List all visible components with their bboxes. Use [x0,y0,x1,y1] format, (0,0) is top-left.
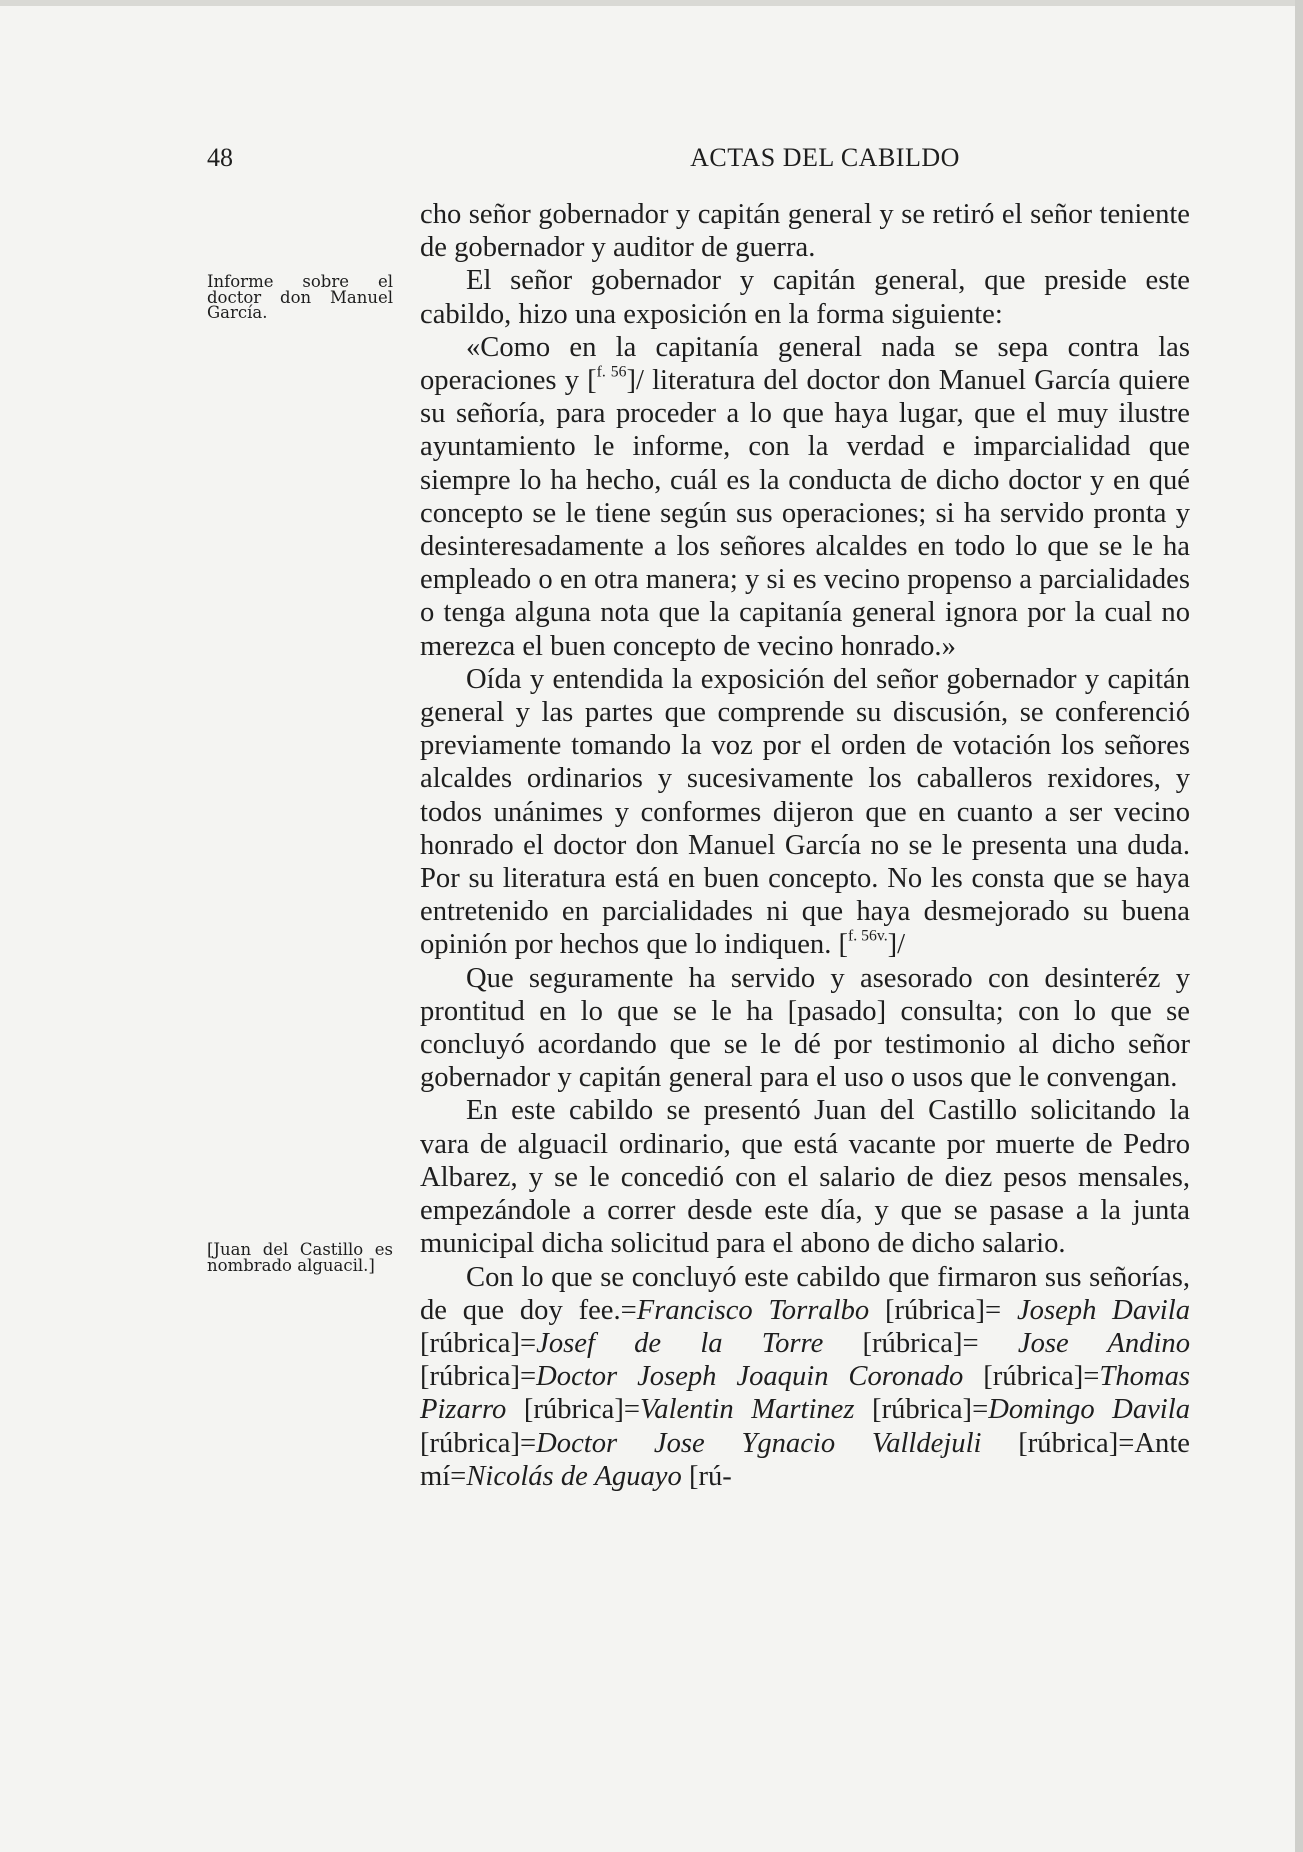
page-top-edge [0,0,1303,6]
margin-note-alguacil: [Juan del Castillo es nombrado alguacil.] [207,1240,393,1275]
signature: Doctor Jose Ygnacio Valldejuli [536,1427,982,1459]
paragraph: En este cabildo se presentó Juan del Castillo solicitando la vara de alguacil ordinario, que está vacante por muerte de Pedro Albarez, y se le concedió con el salario de diez pesos mensales, empezándole a correr desde este día, y que se pasase a la junta municipal dicha solicitud para el abono de dicho salario. [420,1095,1190,1260]
paragraph-text: ]/ [887,929,906,961]
signature: Josef de la Torre [536,1327,824,1359]
signature: Nicolás de Aguayo [466,1460,682,1492]
signature: Francisco Torralbo [636,1294,870,1326]
running-head: ACTAS DEL CABILDO [690,143,960,172]
paragraph-text: ]/ literatura del doctor don Manuel García quiere su señoría, para proceder a lo que haya lugar, que el muy ilustre ayuntamiento le informe, con la verdad e imparcialidad que siempre lo ha hecho, cuál es la conducta de dicho doctor y en qué concepto se le tiene según sus operaciones; si ha servido pronta y desinteresadamente a los señores alcaldes en todo lo que se le ha empleado o en otra manera; y si es vecino propenso a parcialidades o tenga alguna nota que la capitanía general ignora por la cual no merezca el buen concepto de vecino honrado.» [420,365,1190,662]
signature: Doctor Joseph Joaquin Coronado [536,1361,964,1393]
page-number: 48 [207,143,233,172]
folio-ref: f. 56v. [848,927,888,945]
signature: Domingo Davila [988,1394,1190,1426]
signature: Valentin Martinez [640,1394,855,1426]
paragraph: Que seguramente ha servido y asesorado con desinteréz y prontitud en lo que se le ha [pasado] consulta; con lo que se concluyó acordando que se le dé por testimonio al dicho señor gobernador y capitán general para el uso o usos que le convengan. [420,962,1190,1094]
signature: Joseph Davila [1016,1294,1190,1326]
signature: Thomas Pizarro [420,1361,1190,1426]
paragraph [420,663,1190,962]
paragraph-text: «Como en la capitanía general nada se sepa contra las operaciones y [ [420,331,1190,397]
paragraph-text: Oída y entendida la exposición del señor gobernador y capitán general y las partes que comprende su discusión, se conferenció previamente tomando la voz por el orden de votación los señores alcaldes ordinarios y sucesivamente los caballeros rexidores, y todos unánimes y conformes dijeron que en cuanto a ser vecino honrado el doctor don Manuel García no se le presenta una duda. Por su literatura está en buen concepto. No les consta que se haya entretenido en parcialidades ni que haya desmejorado su buena opinión por hechos que lo indiquen. [ [420,663,1190,961]
folio-ref: f. 56 [596,363,627,381]
page-right-edge [1295,0,1303,1852]
paragraph [420,331,1190,663]
margin-note-informe: Informe sobre el doctor don Manuel García. [207,272,393,322]
signatures-paragraph: Con lo que se concluyó este cabildo que firmaron sus señorías, de que doy fee.=Francisco Torralbo [rúbrica]= Joseph Davila [rúbrica]=Josef de la Torre [rúbrica]= Jose Andino [rúbrica]=Doctor Joseph Joaquin Coronado [rúbrica]=Thomas Pizarro [rúbrica]=Valentin Martinez [rúbrica]=Domingo Davila [rúbrica]=Doctor Jose Ygnacio Valldejuli [rúbrica]=Ante mí=Nicolás de Aguayo [rú- [420,1261,1191,1492]
paragraph: El señor gobernador y capitán general, que preside este cabildo, hizo una exposición en la forma siguiente: [420,265,1190,330]
body-text [420,198,1190,1493]
paragraph: cho señor gobernador y capitán general y se retiró el señor teniente de gobernador y auditor de guerra. [420,199,1190,264]
signature: Jose Andino [1017,1327,1191,1359]
